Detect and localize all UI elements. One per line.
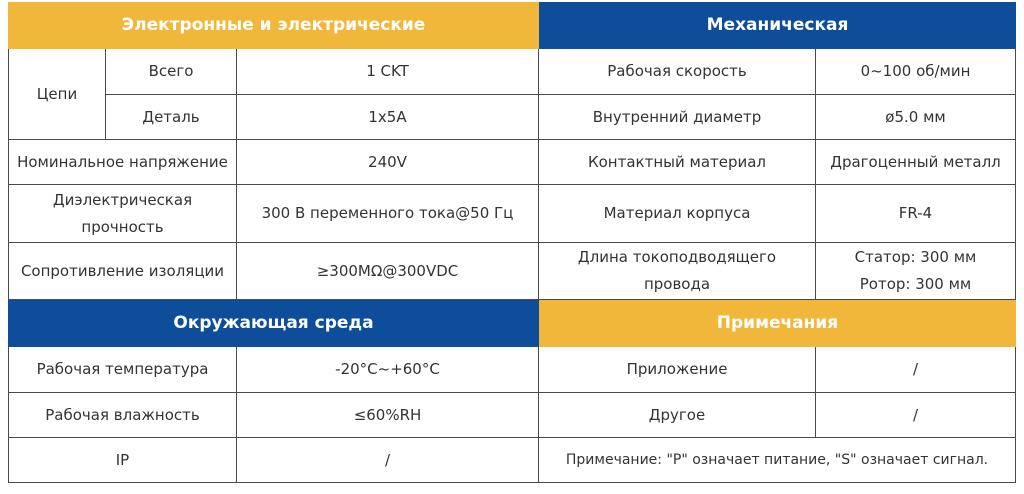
inner-diameter-value: ø5.0 мм — [816, 95, 1016, 140]
other-value: / — [816, 393, 1016, 438]
speed-value: 0~100 об/мин — [816, 49, 1016, 95]
voltage-value: 240V — [237, 140, 539, 185]
housing-material-label: Материал корпуса — [539, 185, 816, 243]
contact-material-value: Драгоценный металл — [816, 140, 1016, 185]
section-header-mechanical: Механическая — [539, 2, 1016, 49]
insulation-value: ≥300MΩ@300VDC — [237, 243, 539, 300]
other-label: Другое — [539, 393, 816, 438]
humidity-label: Рабочая влажность — [8, 393, 237, 438]
section-header-environment: Окружающая среда — [8, 300, 539, 347]
application-label: Приложение — [539, 347, 816, 393]
housing-material-value: FR-4 — [816, 185, 1016, 243]
temperature-value: -20°C~+60°C — [237, 347, 539, 393]
voltage-label: Номинальное напряжение — [8, 140, 237, 185]
insulation-label: Сопротивление изоляции — [8, 243, 237, 300]
contact-material-label: Контактный материал — [539, 140, 816, 185]
ip-label: IP — [8, 438, 237, 483]
temperature-label: Рабочая температура — [8, 347, 237, 393]
ip-value: / — [237, 438, 539, 483]
application-value: / — [816, 347, 1016, 393]
total-value: 1 CKT — [237, 49, 539, 95]
circuits-label: Цепи — [8, 49, 106, 140]
humidity-value: ≤60%RH — [237, 393, 539, 438]
dielectric-label: Диэлектрическая прочность — [8, 185, 237, 243]
lead-length-label: Длина токоподводящего провода — [539, 243, 816, 300]
detail-value: 1x5A — [237, 95, 539, 140]
section-header-notes: Примечания — [539, 300, 1016, 347]
total-label: Всего — [106, 49, 237, 95]
section-header-electrical: Электронные и электрические — [8, 2, 539, 49]
dielectric-value: 300 В переменного тока@50 Гц — [237, 185, 539, 243]
footnote: Примечание: "P" означает питание, "S" означает сигнал. — [539, 438, 1016, 483]
speed-label: Рабочая скорость — [539, 49, 816, 95]
detail-label: Деталь — [106, 95, 237, 140]
lead-length-value: Статор: 300 мм Ротор: 300 мм — [816, 243, 1016, 300]
inner-diameter-label: Внутренний диаметр — [539, 95, 816, 140]
